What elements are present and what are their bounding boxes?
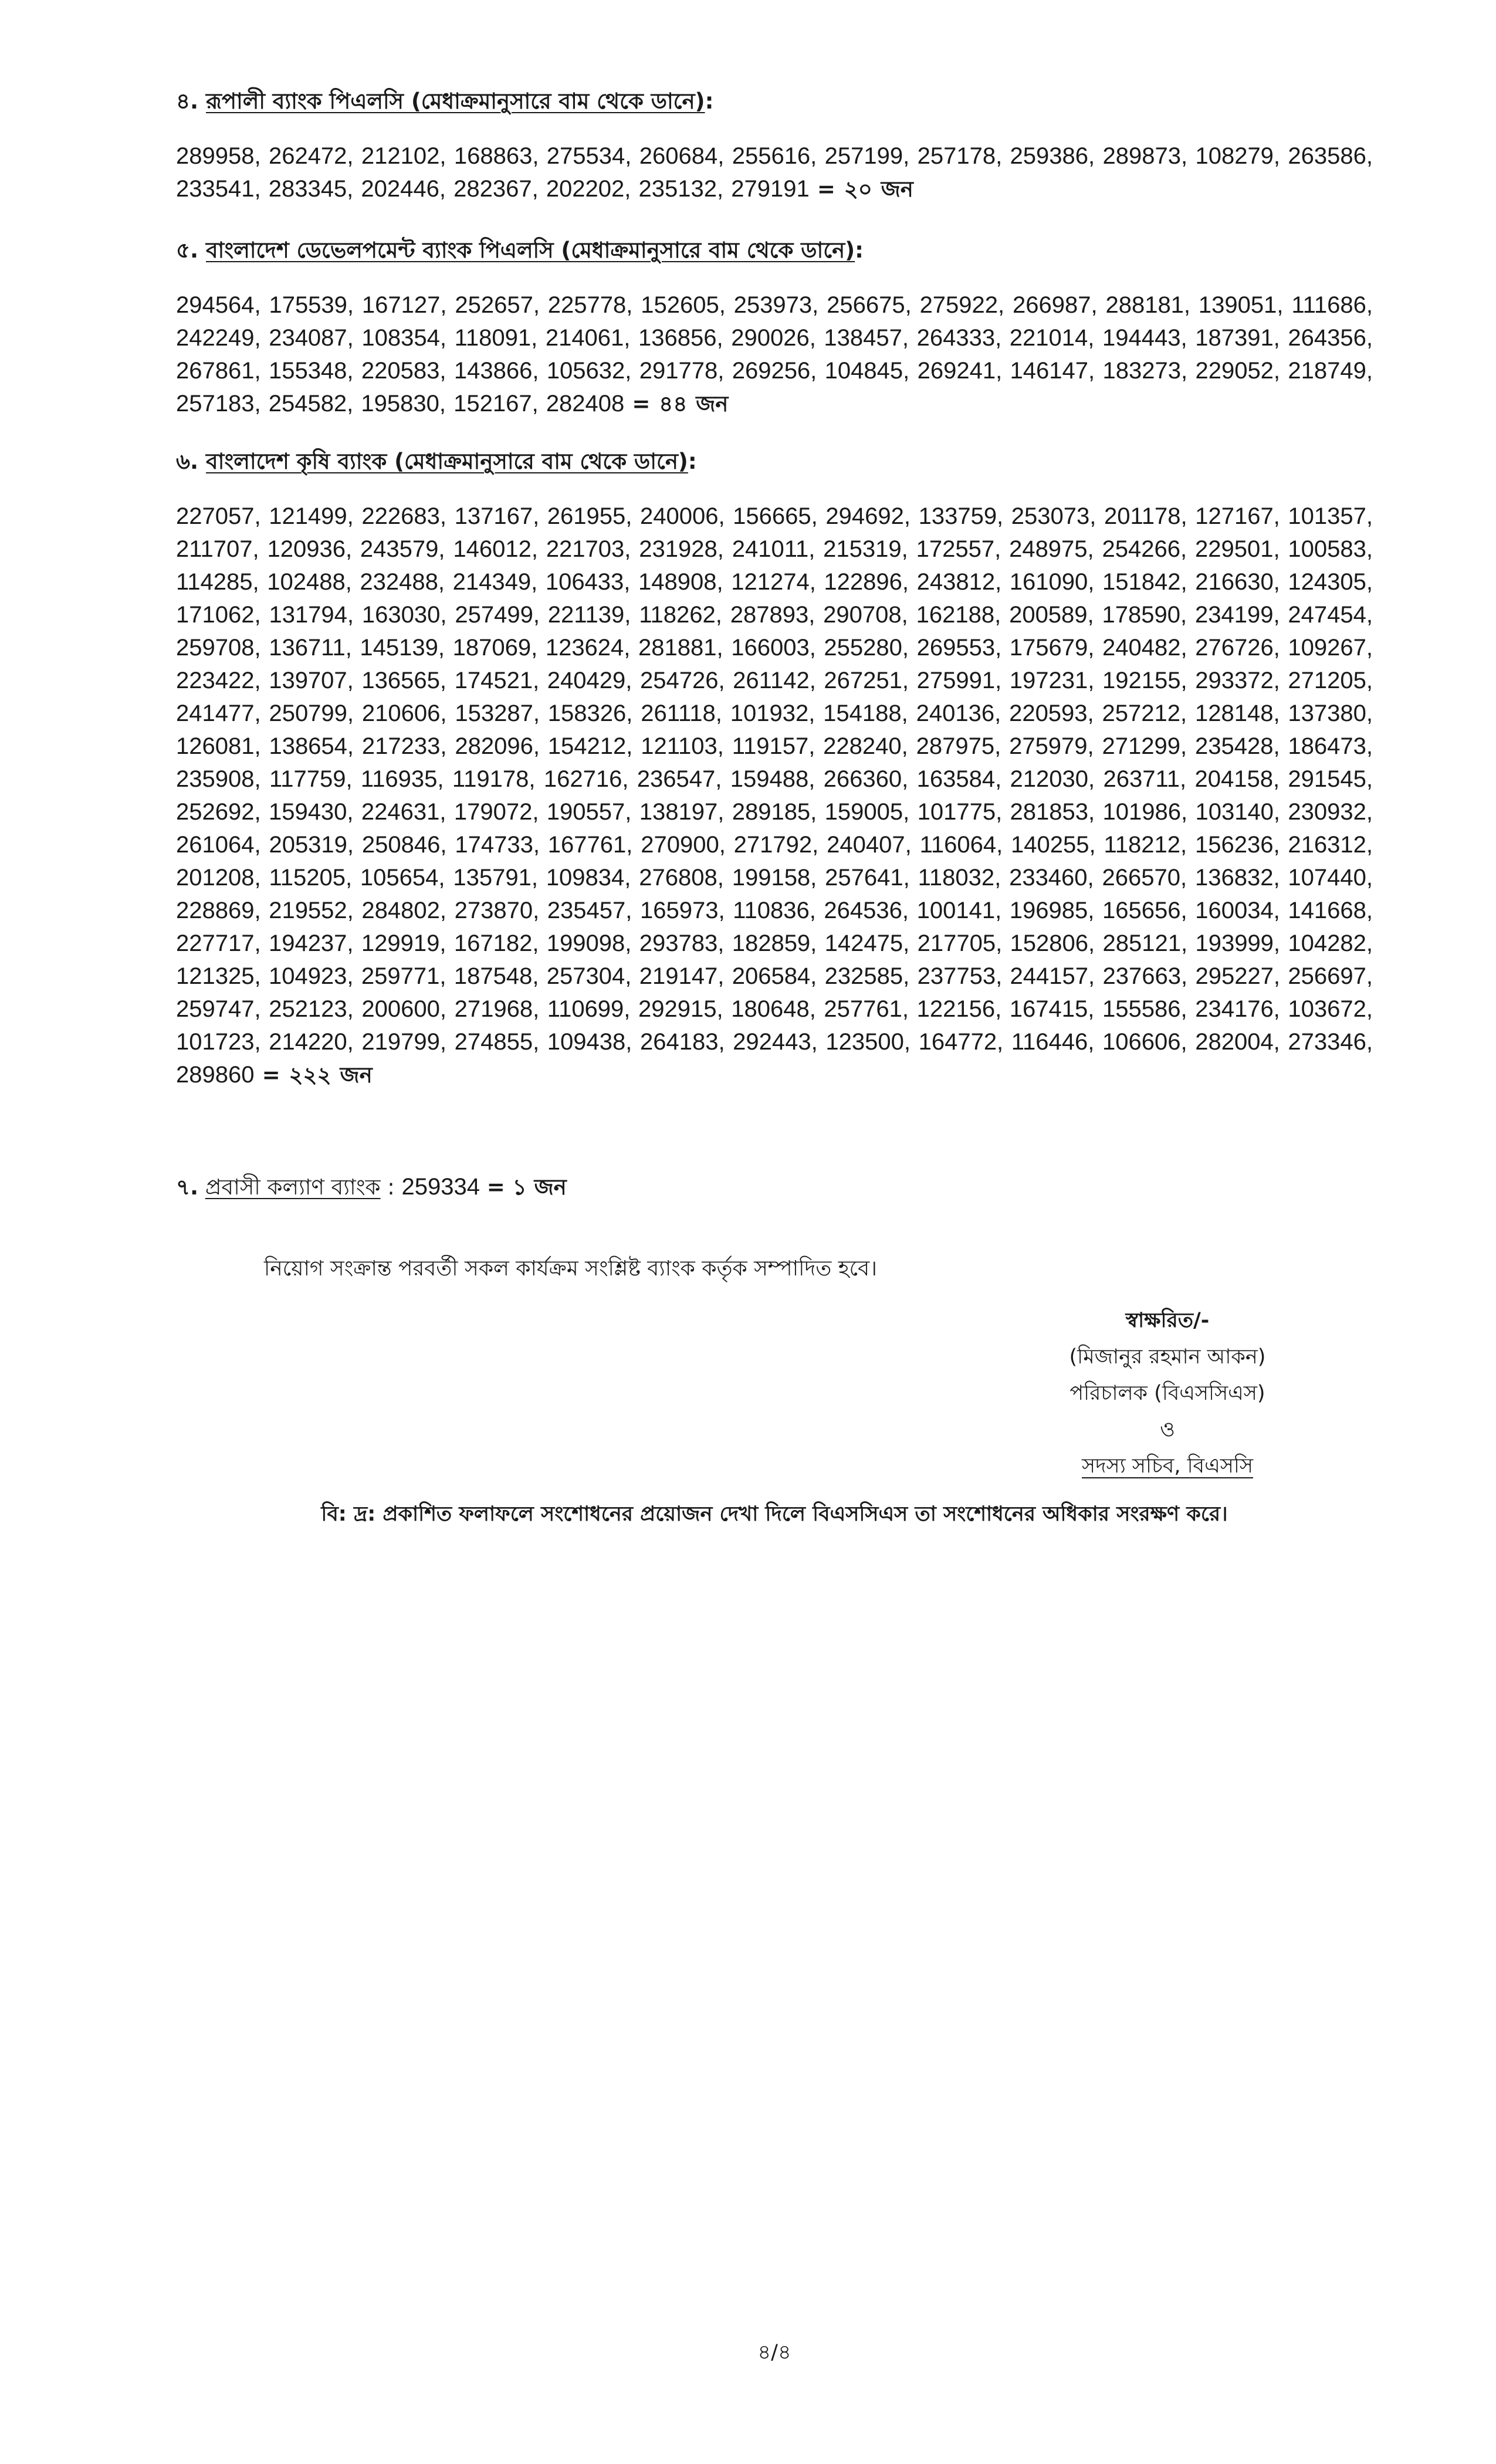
- footnote: বি: দ্র: প্রকাশিত ফলাফলে সংশোধনের প্রয়োজন দেখা দিলে বিএসসিএস তা সংশোধনের অধিকার সংরক্ষণ করে।: [321, 1502, 1228, 1526]
- section-colon: :: [855, 238, 864, 263]
- section-total: = ২২২ জন: [262, 1062, 373, 1088]
- section-heading: [176, 236, 1373, 265]
- notice-text: নিয়োগ সংক্রান্ত পরবর্তী সকল কার্যক্রম সংশ্লিষ্ট ব্যাংক কর্তৃক সম্পাদিত হবে।: [264, 1257, 878, 1281]
- section-rupali-bank: [176, 87, 1373, 206]
- section-title: বাংলাদেশ ডেভেলপমেন্ট ব্যাংক পিএলসি (মেধাক্রমানুসারে বাম থেকে ডানে): [205, 238, 855, 263]
- conjunction: ও: [1160, 1418, 1175, 1441]
- separator: :: [380, 1175, 402, 1200]
- roll-numbers: 289958, 262472, 212102, 168863, 275534, 260684, 255616, 257199, 257178, 259386, 289873, 108279, 263586, 233541, 283345, 202446, 282367, 202202, 235132, 279191: [176, 143, 1373, 202]
- signatory-secondary-title: সদস্য সচিব, বিএসসি: [1081, 1454, 1254, 1478]
- section-probashi-bank: [176, 1172, 1373, 1202]
- signature-block: [991, 1302, 1343, 1484]
- roll-number-list: [176, 289, 1373, 421]
- section-krishi-bank: [176, 447, 1373, 1092]
- section-colon: :: [705, 89, 714, 114]
- roll-number-list: [176, 500, 1373, 1092]
- section-title: রূপালী ব্যাংক পিএলসি (মেধাক্রমানুসারে বাম থেকে ডানে): [205, 89, 705, 114]
- signatory-title: পরিচালক (বিএসসিএস): [1069, 1382, 1265, 1405]
- section-title: বাংলাদেশ কৃষি ব্যাংক (মেধাক্রমানুসারে বাম থেকে ডানে): [206, 449, 688, 474]
- section-total: = ২০ জন: [817, 177, 913, 202]
- page-number: ৪/৪: [757, 2341, 791, 2364]
- section-heading: [176, 447, 1373, 476]
- signatory-name: (মিজানুর রহমান আকন): [1069, 1345, 1266, 1369]
- roll-number-list: [176, 140, 1373, 206]
- section-number: ৪.: [176, 89, 199, 114]
- roll-number: 259334: [401, 1174, 480, 1200]
- section-total: = ৪৪ জন: [632, 391, 729, 417]
- section-number: ৫.: [176, 238, 199, 263]
- roll-numbers: 294564, 175539, 167127, 252657, 225778, 152605, 253973, 256675, 275922, 266987, 288181, 139051, 111686, 242249, 234087, 108354, 118091, 214061, 136856, 290026, 138457, 264333, 221014, 194443, 187391, 264356, 267861, 155348, 220583, 143866, 105632, 291778, 269256, 104845, 269241, 146147, 183273, 229052, 218749, 257183, 254582, 195830, 152167, 282408: [176, 292, 1373, 417]
- section-number: ৬.: [176, 449, 199, 474]
- signed-label: স্বাক্ষরিত/-: [1125, 1309, 1210, 1332]
- section-bdbl: [176, 236, 1373, 421]
- section-colon: :: [688, 449, 697, 474]
- document-page: [176, 0, 1373, 2464]
- section-number: ৭.: [176, 1175, 199, 1200]
- roll-numbers: 227057, 121499, 222683, 137167, 261955, 240006, 156665, 294692, 133759, 253073, 201178, 127167, 101357, 211707, 120936, 243579, 146012, 221703, 231928, 241011, 215319, 172557, 248975, 254266, 229501, 100583, 114285, 102488, 232488, 214349, 106433, 148908, 121274, 122896, 243812, 161090, 151842, 216630, 124305, 171062, 131794, 163030, 257499, 221139, 118262, 287893, 290708, 162188, 200589, 178590, 234199, 247454, 259708, 136711, 145139, 187069, 123624, 281881, 166003, 255280, 269553, 175679, 240482, 276726, 109267, 223422, 139707, 136565, 174521, 240429, 254726, 261142, 267251, 275991, 197231, 192155, 293372, 271205, 241477, 250799, 210606, 153287, 158326, 261118, 101932, 154188, 240136, 220593, 257212, 128148, 137380, 126081, 138654, 217233, 282096, 154212, 121103, 119157, 228240, 287975, 275979, 271299, 235428, 186473, 235908, 117759, 116935, 119178, 162716, 236547, 159488, 266360, 163584, 212030, 263711, 204158, 291545, 252692, 159430, 224631, 179072, 190557, 138197, 289185, 159005, 101775, 281853, 101986, 103140, 230932, 261064, 205319, 250846, 174733, 167761, 270900, 271792, 240407, 116064, 140255, 118212, 156236, 216312, 201208, 115205, 105654, 135791, 109834, 276808, 199158, 257641, 118032, 233460, 266570, 136832, 107440, 228869, 219552, 284802, 273870, 235457, 165973, 110836, 264536, 100141, 196985, 165656, 160034, 141668, 227717, 194237, 129919, 167182, 199098, 293783, 182859, 142475, 217705, 152806, 285121, 193999, 104282, 121325, 104923, 259771, 187548, 257304, 219147, 206584, 232585, 237753, 244157, 237663, 295227, 256697, 259747, 252123, 200600, 271968, 110699, 292915, 180648, 257761, 122156, 167415, 155586, 234176, 103672, 101723, 214220, 219799, 274855, 109438, 264183, 292443, 123500, 164772, 116446, 106606, 282004, 273346, 289860: [176, 503, 1373, 1088]
- section-total: = ১ জন: [486, 1175, 567, 1200]
- section-heading: [176, 87, 1373, 116]
- section-title: প্রবাসী কল্যাণ ব্যাংক: [205, 1175, 381, 1200]
